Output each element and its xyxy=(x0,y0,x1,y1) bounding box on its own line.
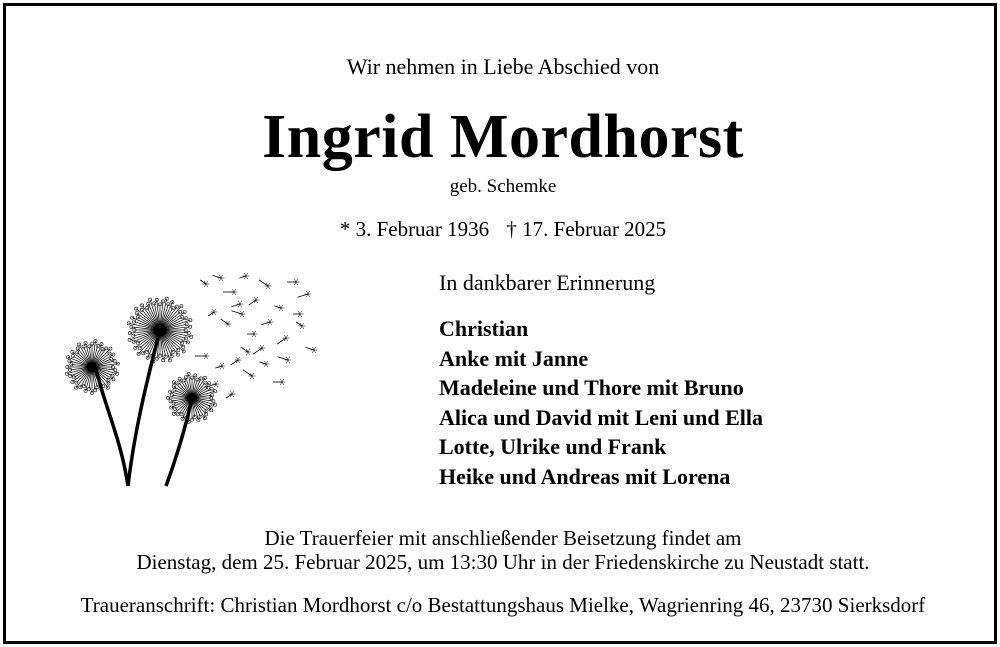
mourner-line: Madeleine und Thore mit Bruno xyxy=(439,375,744,400)
mourner-line: Alica und David mit Leni und Ella xyxy=(439,404,763,430)
ceremony-line-1: Die Trauerfeier mit anschließender Beisetzung findet am xyxy=(264,526,742,550)
mourner-line: Anke mit Janne xyxy=(439,345,589,371)
dandelion-icon xyxy=(56,264,326,489)
mourning-address: Traueranschrift: Christian Mordhorst c/o Bestattungshaus Mielke, Wagrienring 46, 23730 Sierksdorf xyxy=(80,593,926,617)
birth-date: * 3. Februar 1936 xyxy=(339,217,490,241)
mourner-line: Lotte, Ulrike und Frank xyxy=(439,434,667,459)
ceremony-line-2: Dienstag, dem 25. Februar 2025, um 13:30 Uhr in der Friedenskirche zu Neustadt statt. xyxy=(136,550,870,574)
intro-text: Wir nehmen in Liebe Abschied von xyxy=(346,54,660,79)
mourner-line: Christian xyxy=(439,316,529,341)
family-block xyxy=(439,270,763,491)
death-date: † 17. Februar 2025 xyxy=(506,217,667,241)
mourner-line: Heike und Andreas mit Lorena xyxy=(439,463,731,489)
obituary-frame xyxy=(3,3,997,644)
maiden-name: geb. Schemke xyxy=(449,176,557,197)
deceased-name: Ingrid Mordhorst xyxy=(262,103,744,171)
gratitude-line: In dankbarer Erinnerung xyxy=(439,270,656,295)
life-dates xyxy=(6,217,1000,242)
